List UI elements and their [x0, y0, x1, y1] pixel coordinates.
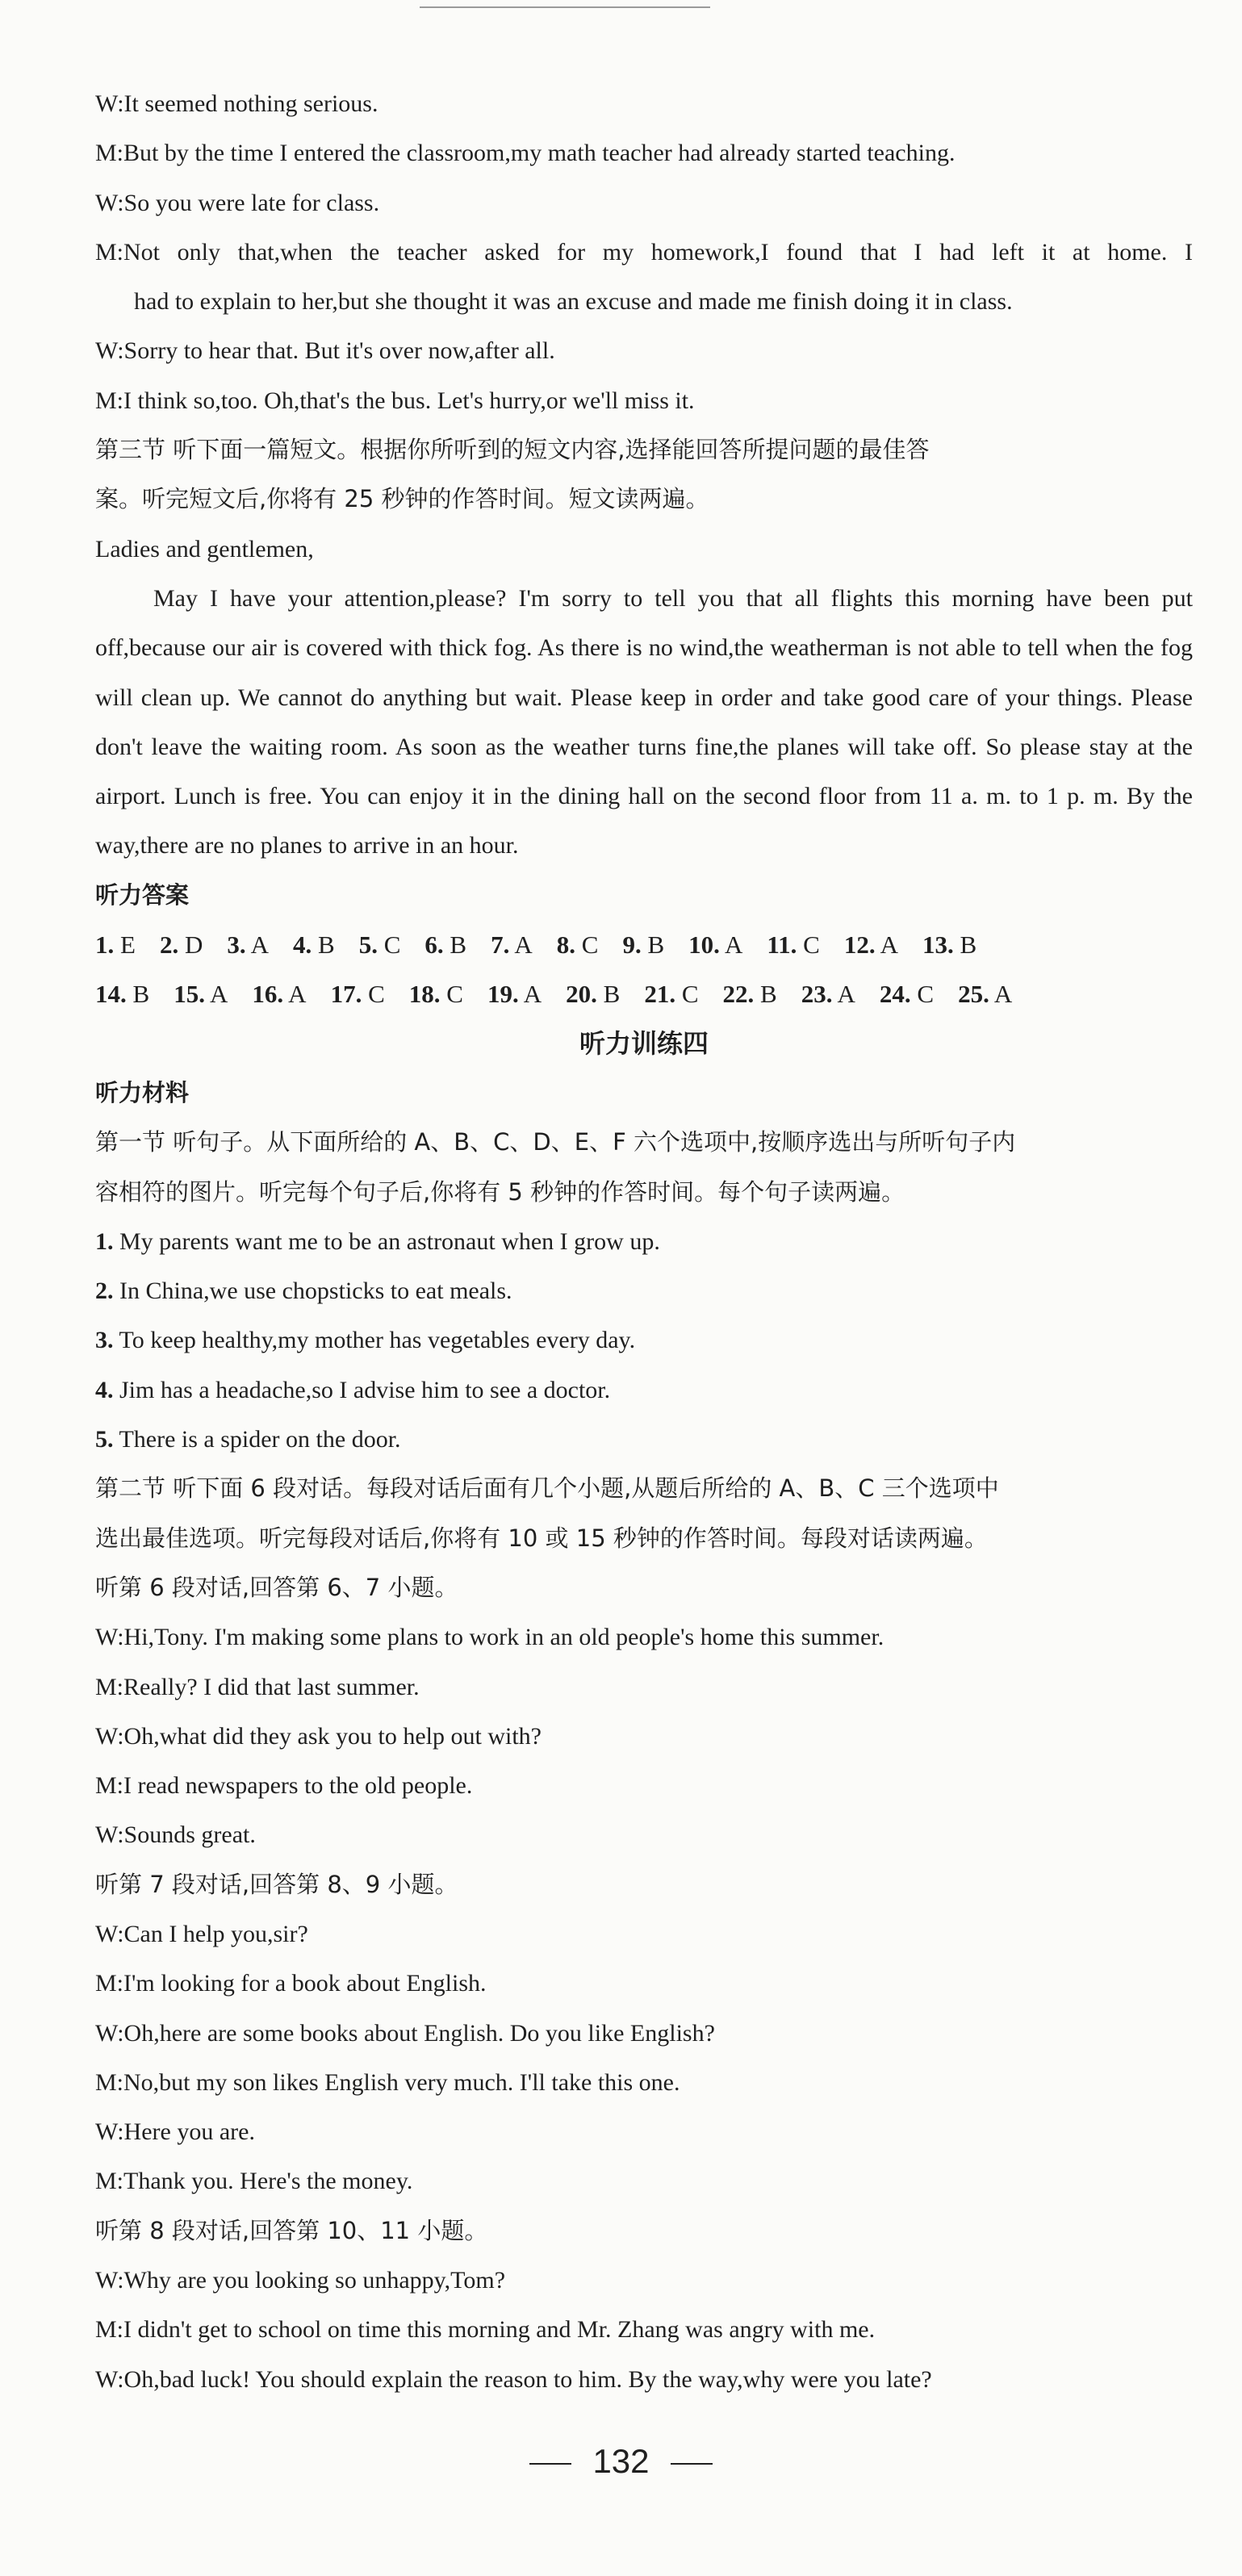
- passage-body: May I have your attention,please? I'm sorry to tell you that all flights this morning have been put off,because our air is covered with thick fog. As there is no wind,the weatherman is not able to tell when the fog will clean up. We cannot do anything but wait. Please keep in order and take good care of your things. Please don't leave the waiting room. As soon as the weather turns fine,the planes will take off. So please stay at the airport. Lunch is free. You can enjoy it in the dining hall on the second floor from 11 a. m. to 1 p. m. By the way,there are no planes to arrive in an hour.: [95, 584, 1193, 859]
- answer-item: 14. B: [95, 980, 150, 1009]
- sentence-item: 1. My parents want me to be an astronaut when I grow up.: [95, 1227, 660, 1255]
- answer-item: 2. D: [159, 930, 203, 960]
- dialogue-line: W:It seemed nothing serious.: [95, 90, 378, 117]
- part2-instruction: 第二节 听下面 6 段对话。每段对话后面有几个小题,从题后所给的 A、B、C 三个选项中: [95, 1474, 999, 1503]
- answer-item: 19. A: [487, 980, 542, 1009]
- answer-item: 11. C: [767, 930, 820, 960]
- sentence-item: 2. In China,we use chopsticks to eat meals.: [95, 1278, 512, 1305]
- passage-greeting: Ladies and gentlemen,: [95, 535, 314, 562]
- materials-title: 听力材料: [95, 1078, 190, 1106]
- answers-title: 听力答案: [95, 880, 190, 909]
- part1-instruction: 第一节 听句子。从下面所给的 A、B、C、D、E、F 六个选项中,按顺序选出与所听句子内: [95, 1128, 1016, 1156]
- answer-item: 6. B: [424, 930, 467, 960]
- dialog-header: 听第 7 段对话,回答第 8、9 小题。: [95, 1870, 458, 1898]
- answer-item: 21. C: [644, 980, 699, 1009]
- dialogue-line: W:Sorry to hear that. But it's over now,after all.: [95, 337, 555, 365]
- answer-item: 5. C: [358, 930, 401, 960]
- answer-item: 10. A: [688, 930, 743, 960]
- dialogue-line: W:Hi,Tony. I'm making some plans to work in an old people's home this summer.: [95, 1624, 884, 1651]
- dialogue-line: M:Not only that,when the teacher asked for my homework,I found that I had left it at home. I: [95, 238, 1193, 266]
- answer-item: 20. B: [566, 980, 621, 1009]
- answers-row: [95, 969, 1193, 1018]
- answers-row: [95, 920, 1193, 969]
- part3-instruction: 案。听完短文后,你将有 25 秒钟的作答时间。短文读两遍。: [95, 485, 709, 513]
- sentence-item: 4. Jim has a headache,so I advise him to see a doctor.: [95, 1376, 611, 1403]
- dialogue-line: W:Why are you looking so unhappy,Tom?: [95, 2267, 506, 2294]
- answer-item: 9. B: [622, 930, 665, 960]
- part1-instruction: 容相符的图片。听完每个句子后,你将有 5 秒钟的作答时间。每个句子读两遍。: [95, 1177, 905, 1206]
- part3-instruction: 第三节 听下面一篇短文。根据你所听到的短文内容,选择能回答所提问题的最佳答: [95, 436, 930, 464]
- dialog-header: 听第 6 段对话,回答第 6、7 小题。: [95, 1573, 458, 1601]
- section-title: 听力训练四: [579, 1027, 709, 1059]
- page-number: 132: [0, 2442, 1242, 2481]
- dialogue-line-continued: had to explain to her,but she thought it was an excuse and made me finish doing it in class.: [134, 288, 1013, 316]
- answer-item: 17. C: [330, 980, 385, 1009]
- answer-item: 18. C: [408, 980, 463, 1009]
- answer-item: 25. A: [958, 980, 1013, 1009]
- answer-item: 24. C: [879, 980, 935, 1009]
- answer-item: 7. A: [491, 930, 533, 960]
- dialogue-line: W:Can I help you,sir?: [95, 1920, 308, 1947]
- part2-instruction: 选出最佳选项。听完每段对话后,你将有 10 或 15 秒钟的作答时间。每段对话读两遍。: [95, 1524, 988, 1552]
- dialogue-line: W:Oh,here are some books about English. Do you like English?: [95, 2019, 715, 2047]
- dialogue-line: M:I think so,too. Oh,that's the bus. Let's hurry,or we'll miss it.: [95, 387, 695, 414]
- dialogue-line: M:But by the time I entered the classroom,my math teacher had already started teaching.: [95, 140, 956, 167]
- dialogue-line: M:I read newspapers to the old people.: [95, 1772, 473, 1800]
- dialogue-line: M:Thank you. Here's the money.: [95, 2168, 413, 2195]
- dialogue-line: W:So you were late for class.: [95, 189, 380, 216]
- dialogue-line: W:Oh,bad luck! You should explain the reason to him. By the way,why were you late?: [95, 2365, 932, 2393]
- sentence-item: 3. To keep healthy,my mother has vegetables every day.: [95, 1327, 636, 1354]
- sentence-item: 5. There is a spider on the door.: [95, 1426, 401, 1453]
- answer-item: 13. B: [922, 930, 977, 960]
- top-rule: [420, 6, 710, 8]
- answer-item: 8. C: [556, 930, 599, 960]
- dialogue-line: M:No,but my son likes English very much. I'll take this one.: [95, 2068, 680, 2096]
- page-content: [95, 79, 1193, 2404]
- answer-item: 4. B: [293, 930, 335, 960]
- dialogue-line: M:I'm looking for a book about English.: [95, 1970, 487, 1997]
- page-dash-right: [671, 2463, 713, 2465]
- dialogue-line: W:Sounds great.: [95, 1821, 256, 1849]
- answer-item: 22. B: [722, 980, 777, 1009]
- answer-item: 1. E: [95, 930, 136, 960]
- dialogue-line: M:Really? I did that last summer.: [95, 1673, 420, 1700]
- dialogue-line: W:Here you are.: [95, 2118, 255, 2146]
- dialogue-line: M:I didn't get to school on time this morning and Mr. Zhang was angry with me.: [95, 2316, 876, 2344]
- answer-item: 23. A: [801, 980, 855, 1009]
- answer-item: 12. A: [843, 930, 898, 960]
- page-dash-left: [529, 2463, 571, 2465]
- answer-item: 16. A: [252, 980, 307, 1009]
- answer-item: 15. A: [174, 980, 228, 1009]
- dialogue-line: W:Oh,what did they ask you to help out with?: [95, 1722, 542, 1750]
- dialog-header: 听第 8 段对话,回答第 10、11 小题。: [95, 2216, 488, 2244]
- answer-item: 3. A: [227, 930, 270, 960]
